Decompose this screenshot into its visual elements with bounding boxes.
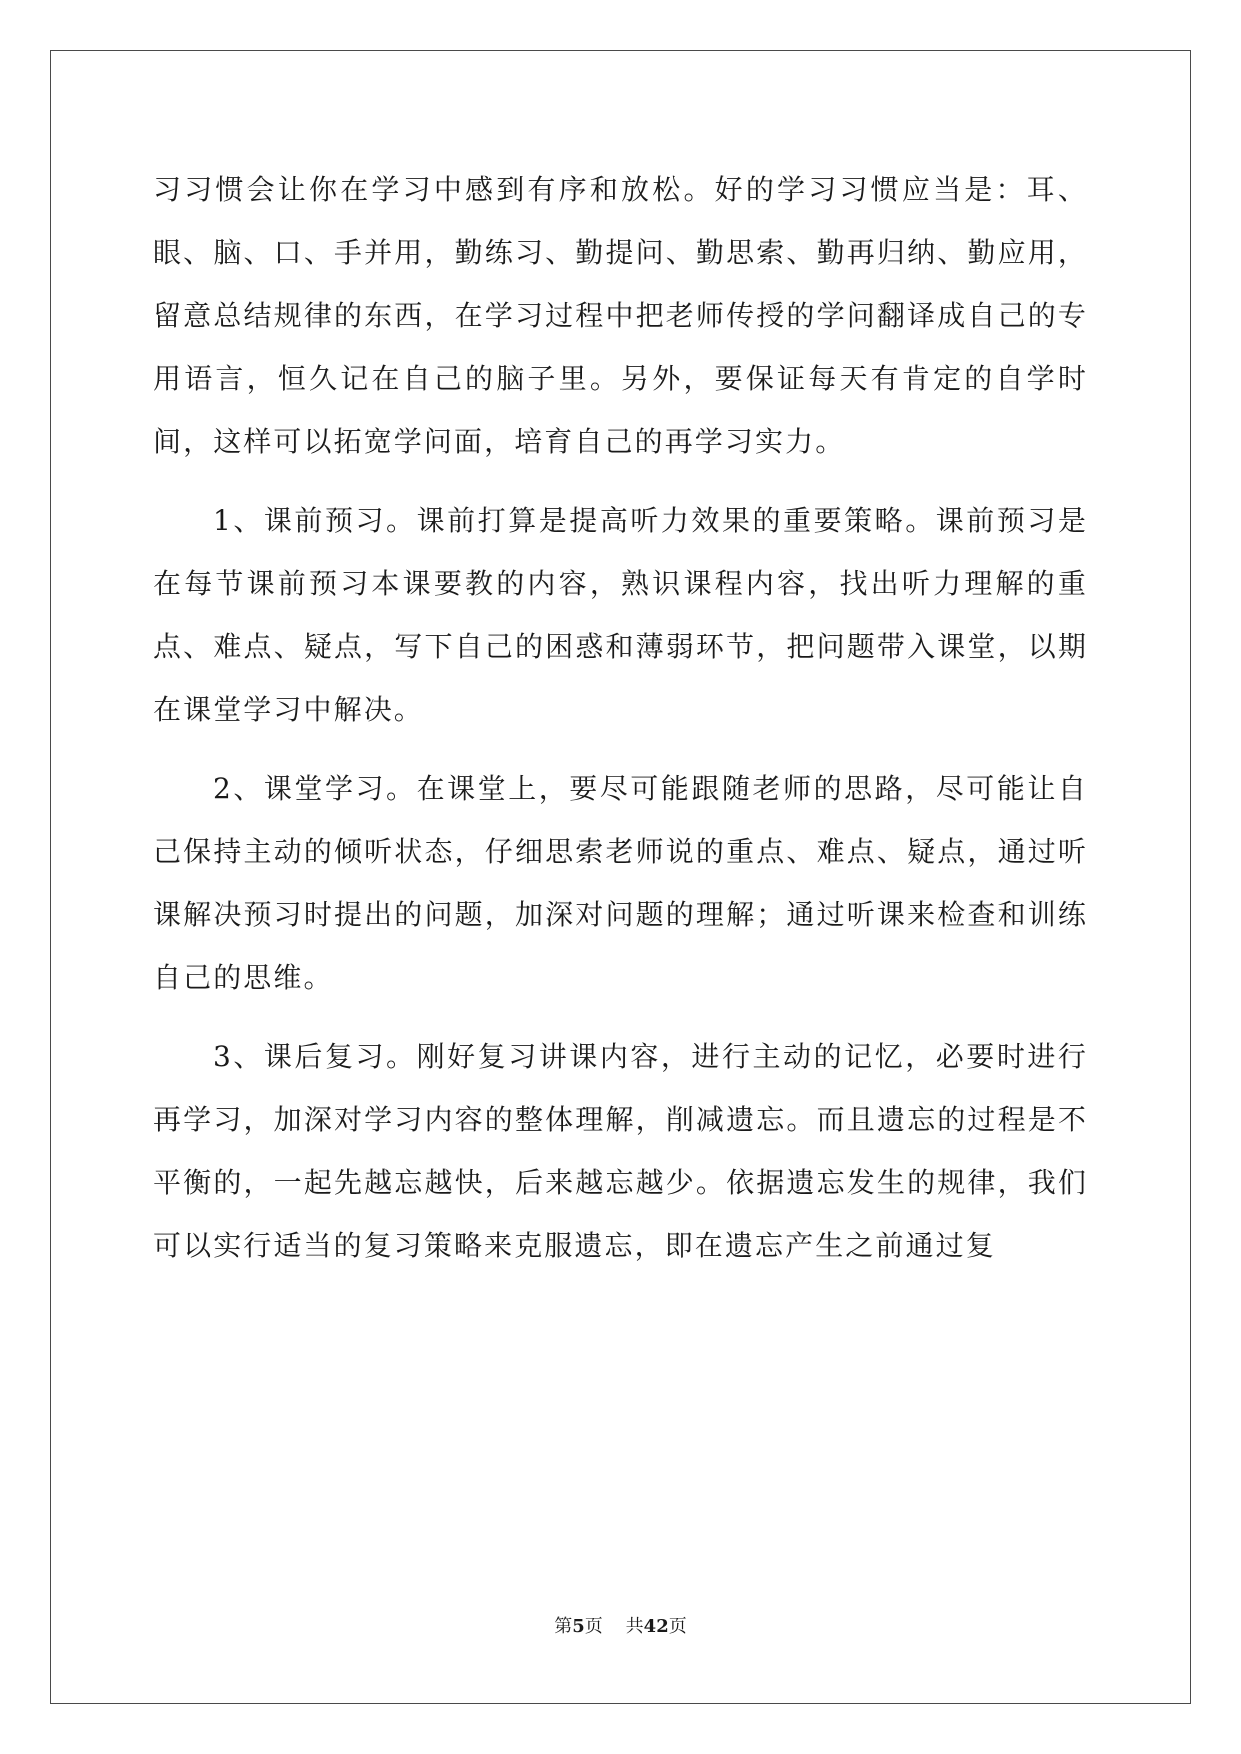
page-number: 5 [572,1616,585,1637]
footer-prefix: 第 [554,1616,573,1637]
footer-page-suffix: 页 [584,1616,603,1637]
document-body [153,158,1088,1277]
footer-total-prefix: 共 [625,1616,644,1637]
paragraph-preview: 1、课前预习。课前打算是提高听力效果的重要策略。课前预习是在每节课前预习本课要教的内容，熟识课程内容，找出听力理解的重点、难点、疑点，写下自己的困惑和薄弱环节，把问题带入课堂，以期在课堂学习中解决。 [153,504,1088,726]
total-pages: 42 [643,1616,669,1637]
page-footer [0,1612,1241,1638]
footer-total-suffix: 页 [668,1616,687,1637]
paragraph-intro: 习习惯会让你在学习中感到有序和放松。好的学习习惯应当是：耳、眼、脑、口、手并用，勤练习、勤提问、勤思索、勤再归纳、勤应用，留意总结规律的东西，在学习过程中把老师传授的学问翻译成自己的专用语言，恒久记在自己的脑子里。另外，要保证每天有肯定的自学时间，这样可以拓宽学问面，培育自己的再学习实力。 [153,173,1088,458]
paragraph-review: 3、课后复习。刚好复习讲课内容，进行主动的记忆，必要时进行再学习，加深对学习内容的整体理解，削减遗忘。而且遗忘的过程是不平衡的，一起先越忘越快，后来越忘越少。依据遗忘发生的规律，我们可以实行适当的复习策略来克服遗忘，即在遗忘产生之前通过复 [153,1040,1088,1262]
paragraph-classroom: 2、课堂学习。在课堂上，要尽可能跟随老师的思路，尽可能让自己保持主动的倾听状态，仔细思索老师说的重点、难点、疑点，通过听课解决预习时提出的问题，加深对问题的理解；通过听课来检查和训练自己的思维。 [153,772,1088,994]
